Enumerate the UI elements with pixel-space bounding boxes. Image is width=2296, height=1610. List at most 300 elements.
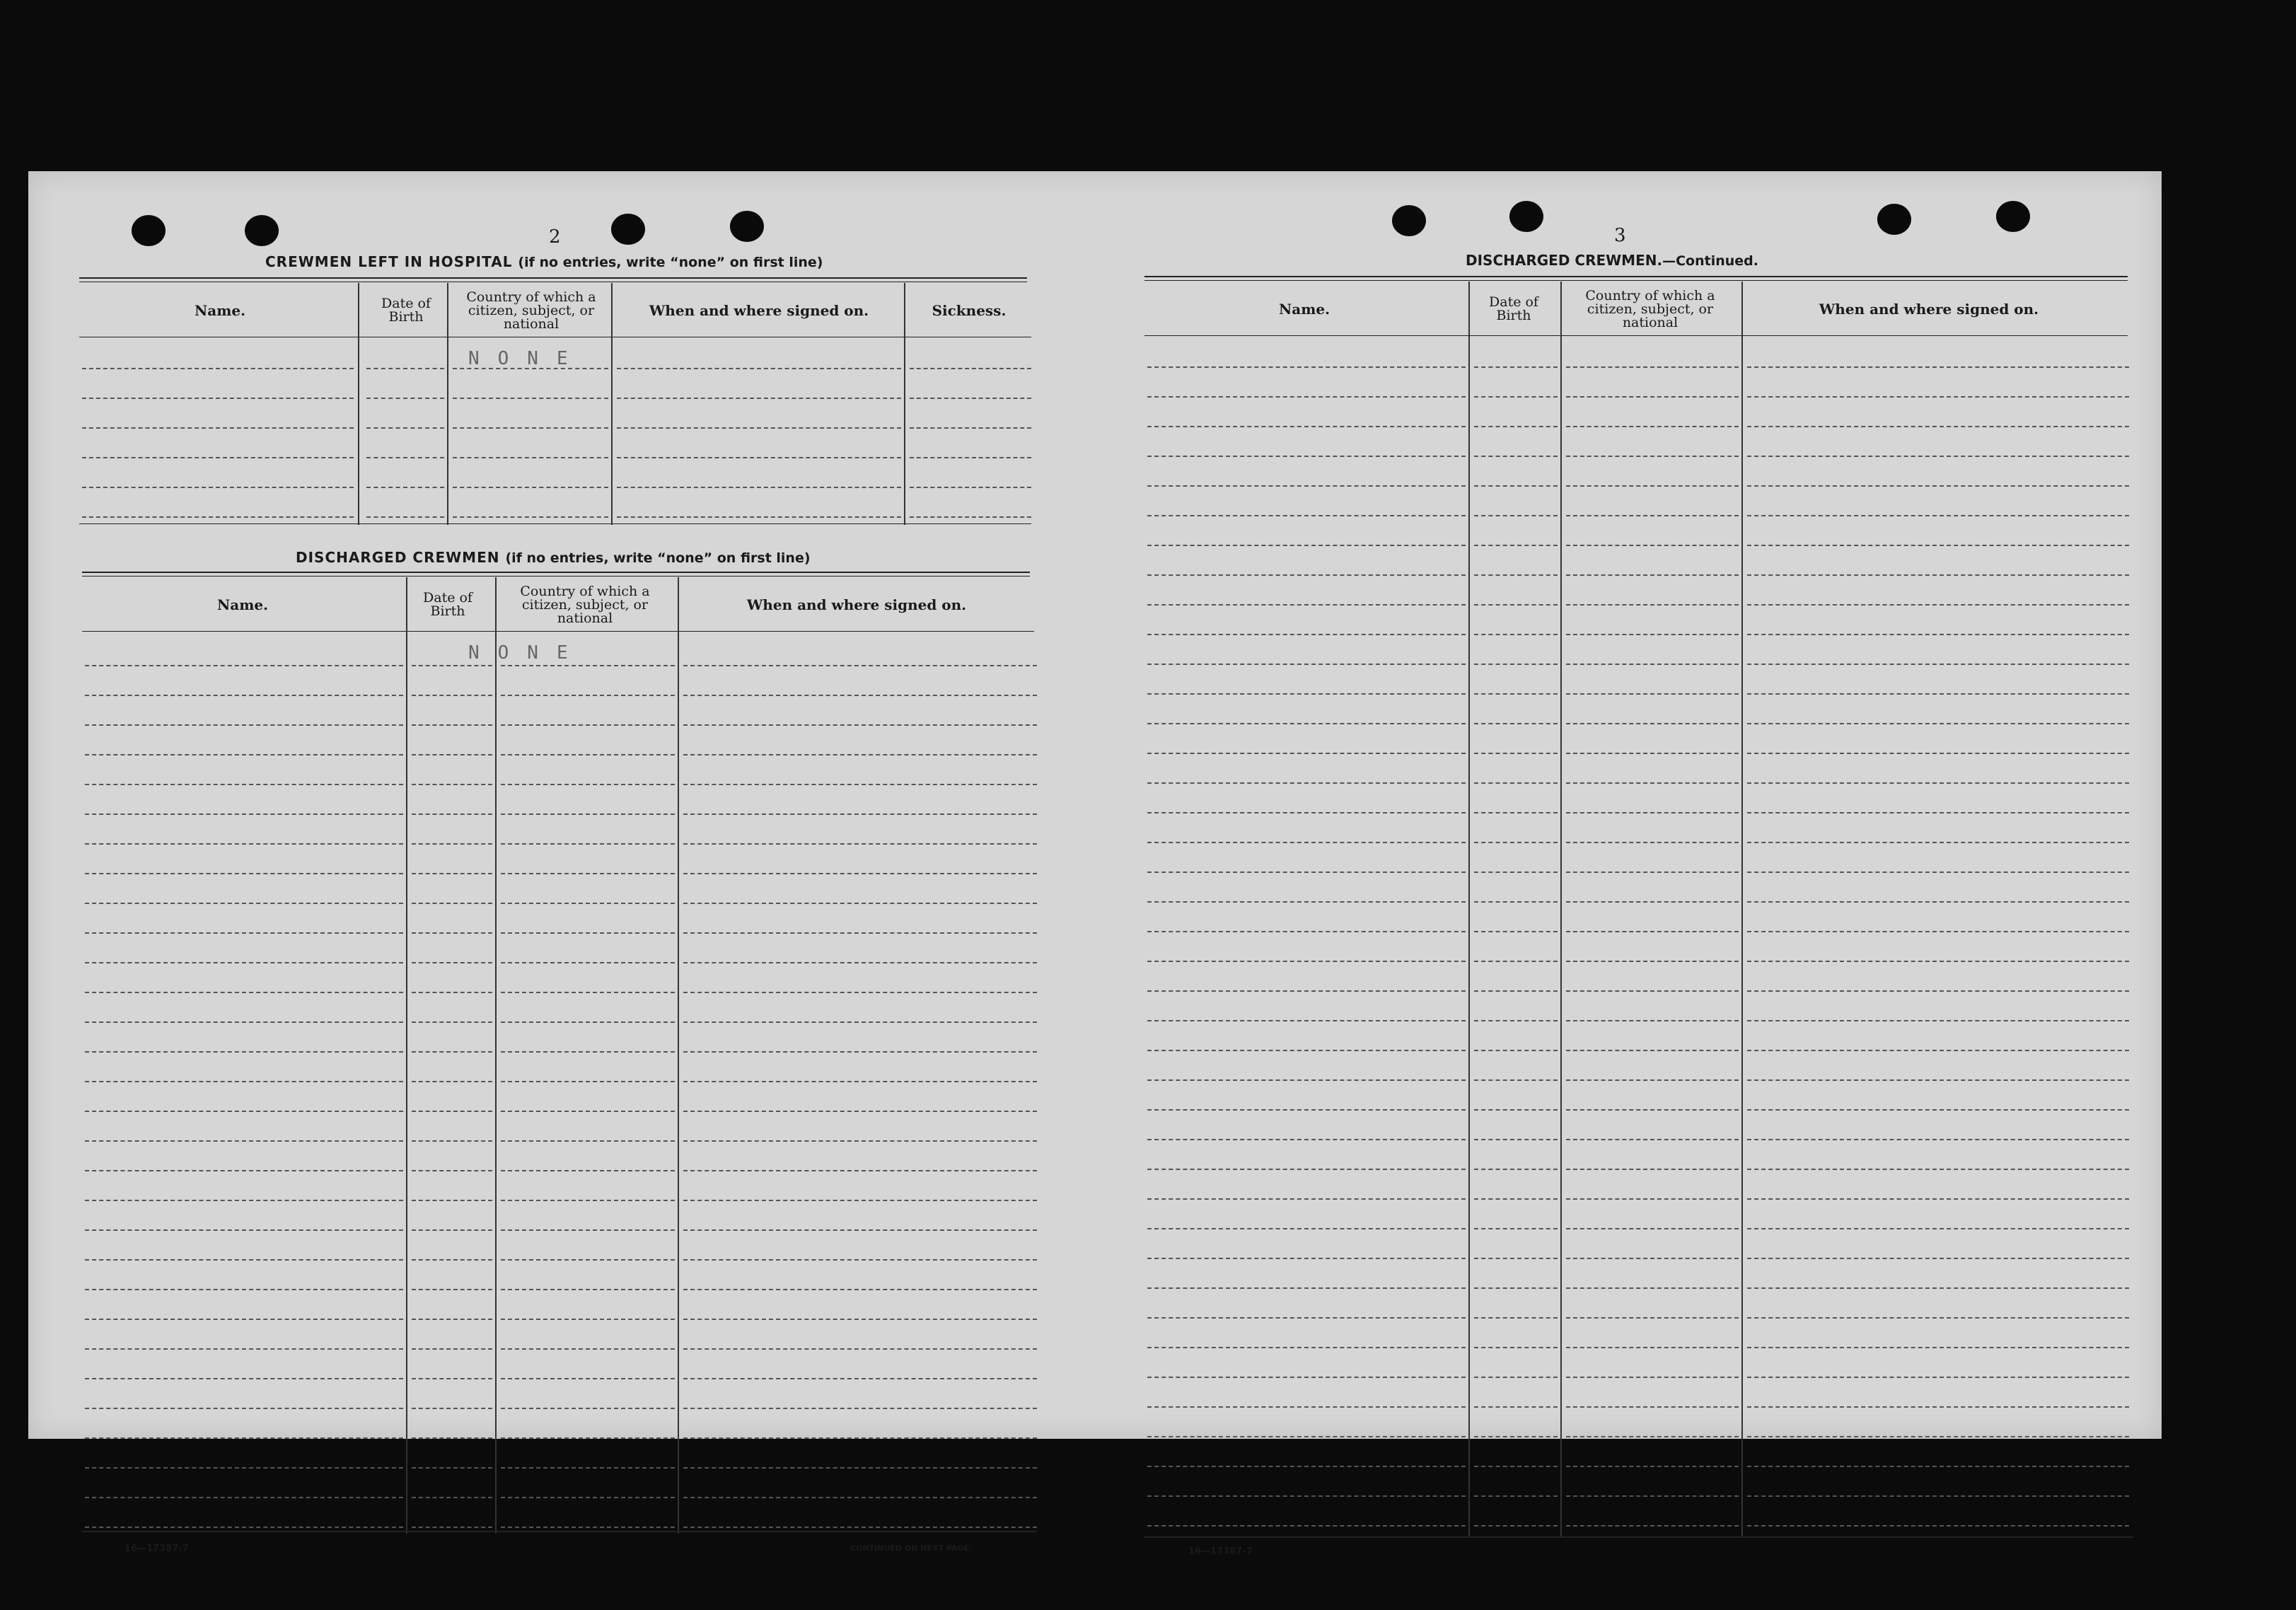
right-col-divider bbox=[1560, 282, 1562, 1536]
ruled-line bbox=[412, 962, 492, 963]
ruled-line bbox=[85, 873, 403, 874]
ruled-line bbox=[617, 487, 901, 488]
hospital-col-divider bbox=[358, 283, 359, 525]
ruled-line bbox=[501, 992, 675, 993]
ruled-line bbox=[1474, 634, 1558, 635]
ruled-line bbox=[82, 398, 354, 399]
ruled-line bbox=[1747, 1139, 2129, 1140]
hospital-title: CREWMEN LEFT IN HOSPITAL bbox=[265, 253, 513, 270]
ruled-line bbox=[366, 427, 444, 429]
ruled-line bbox=[82, 368, 354, 369]
ruled-line bbox=[501, 873, 675, 874]
ruled-line bbox=[1147, 842, 1466, 843]
ruled-line bbox=[1147, 1317, 1466, 1319]
ruled-line bbox=[1747, 990, 2129, 992]
ruled-line bbox=[683, 1467, 1037, 1469]
ruled-line bbox=[1147, 753, 1466, 754]
ruled-line bbox=[1747, 515, 2129, 516]
ruled-line bbox=[1474, 1377, 1558, 1378]
ruled-line bbox=[683, 932, 1037, 934]
ruled-line bbox=[1747, 485, 2129, 487]
ruled-line bbox=[1147, 634, 1466, 635]
ruled-line bbox=[683, 1140, 1037, 1142]
ruled-line bbox=[85, 1170, 403, 1171]
ruled-line bbox=[1474, 1525, 1558, 1527]
ruled-line bbox=[501, 1348, 675, 1350]
hospital-col-sickness: Sickness. bbox=[932, 301, 1007, 319]
ruled-line bbox=[1474, 782, 1558, 784]
page-number-left: 2 bbox=[549, 226, 561, 248]
ruled-line bbox=[1474, 1198, 1558, 1200]
ruled-line bbox=[1147, 723, 1466, 724]
ruled-line bbox=[412, 992, 492, 993]
ruled-line bbox=[501, 813, 675, 815]
ruled-line bbox=[501, 695, 675, 696]
ruled-line bbox=[85, 1319, 403, 1320]
ruled-line bbox=[85, 903, 403, 904]
ruled-line bbox=[412, 932, 492, 934]
ruled-line bbox=[683, 1408, 1037, 1409]
ruled-line bbox=[1747, 753, 2129, 754]
discharged-top-rule-2 bbox=[82, 576, 1030, 577]
continued-note: CONTINUED ON NEXT PAGE. bbox=[850, 1544, 973, 1553]
ruled-line bbox=[501, 1497, 675, 1498]
ruled-line bbox=[412, 1348, 492, 1350]
ruled-line bbox=[1566, 1169, 1739, 1170]
hospital-bottom-rule bbox=[79, 523, 1031, 524]
ruled-line bbox=[1747, 1347, 2129, 1348]
ruled-line bbox=[1747, 1020, 2129, 1021]
ruled-line bbox=[501, 1140, 675, 1142]
ruled-line bbox=[1566, 723, 1739, 724]
ruled-line bbox=[1474, 456, 1558, 457]
ruled-line bbox=[85, 1467, 403, 1469]
ruled-line bbox=[412, 724, 492, 726]
ruled-line bbox=[1474, 426, 1558, 427]
ruled-line bbox=[1747, 1495, 2129, 1497]
discharged-note: (if no entries, write “none” on first line) bbox=[505, 550, 811, 566]
ruled-line bbox=[85, 1111, 403, 1112]
ruled-line bbox=[1747, 1525, 2129, 1527]
ruled-line bbox=[1147, 366, 1466, 368]
form-number-right: 16—17387-7 bbox=[1188, 1546, 1253, 1557]
ruled-line bbox=[617, 368, 901, 369]
ruled-line bbox=[1147, 574, 1466, 576]
ruled-line bbox=[1566, 753, 1739, 754]
ruled-line bbox=[1474, 723, 1558, 724]
ruled-line bbox=[412, 1497, 492, 1498]
ruled-line bbox=[1566, 1406, 1739, 1408]
ruled-line bbox=[1474, 366, 1558, 368]
ruled-line bbox=[1566, 1287, 1739, 1289]
ruled-line bbox=[501, 962, 675, 963]
ruled-line bbox=[1566, 782, 1739, 784]
ruled-line bbox=[85, 932, 403, 934]
ruled-line bbox=[1147, 1287, 1466, 1289]
ruled-line bbox=[683, 1378, 1037, 1379]
ruled-line bbox=[501, 1200, 675, 1201]
ruled-line bbox=[910, 457, 1031, 458]
ruled-line bbox=[1566, 1228, 1739, 1229]
ruled-line bbox=[1147, 1258, 1466, 1259]
ruled-line bbox=[85, 843, 403, 845]
ruled-line bbox=[1474, 1258, 1558, 1259]
ruled-line bbox=[683, 962, 1037, 963]
ruled-line bbox=[85, 1527, 403, 1528]
right-bottom-rule bbox=[1144, 1536, 2133, 1538]
hospital-col-signed: When and where signed on. bbox=[649, 301, 869, 319]
ruled-line bbox=[1147, 1466, 1466, 1467]
ruled-line bbox=[1747, 961, 2129, 962]
ruled-line bbox=[1747, 901, 2129, 903]
ruled-line bbox=[82, 516, 354, 518]
ruled-line bbox=[1474, 901, 1558, 903]
ruled-line bbox=[1747, 931, 2129, 932]
ruled-line bbox=[85, 1348, 403, 1350]
discharged-header-rule bbox=[82, 631, 1034, 632]
hospital-col-name: Name. bbox=[194, 301, 246, 319]
hospital-col-divider bbox=[611, 283, 613, 525]
discharged-col-dob: Date of Birth bbox=[423, 590, 472, 619]
ruled-line bbox=[910, 427, 1031, 429]
ruled-line bbox=[501, 1259, 675, 1261]
ruled-line bbox=[1747, 1406, 2129, 1408]
ruled-line bbox=[85, 992, 403, 993]
ruled-line bbox=[85, 724, 403, 726]
ruled-line bbox=[1474, 1347, 1558, 1348]
ruled-line bbox=[85, 1289, 403, 1290]
ruled-line bbox=[617, 457, 901, 458]
ruled-line bbox=[1566, 1377, 1739, 1378]
ruled-line bbox=[1474, 1109, 1558, 1111]
right-col-divider bbox=[1468, 282, 1470, 1536]
ruled-line bbox=[683, 695, 1037, 696]
ruled-line bbox=[1566, 1139, 1739, 1140]
ruled-line bbox=[1147, 693, 1466, 695]
discharged-bottom-rule bbox=[82, 1531, 1037, 1532]
right-title: DISCHARGED CREWMEN. bbox=[1466, 252, 1663, 269]
ruled-line bbox=[683, 1170, 1037, 1171]
ruled-line bbox=[1147, 961, 1466, 962]
ruled-line bbox=[412, 695, 492, 696]
ruled-line bbox=[412, 1319, 492, 1320]
ruled-line bbox=[910, 368, 1031, 369]
ruled-line bbox=[1474, 545, 1558, 546]
ruled-line bbox=[1747, 634, 2129, 635]
ruled-line bbox=[501, 1111, 675, 1112]
ruled-line bbox=[617, 516, 901, 518]
ruled-line bbox=[412, 1111, 492, 1112]
ruled-line bbox=[1474, 485, 1558, 487]
ruled-line bbox=[501, 665, 675, 666]
discharged-section-title bbox=[296, 549, 811, 566]
hospital-col-dob: Date of Birth bbox=[381, 296, 431, 325]
ruled-line bbox=[1147, 901, 1466, 903]
ruled-line bbox=[1566, 366, 1739, 368]
ruled-line bbox=[1566, 901, 1739, 903]
ruled-line bbox=[1747, 842, 2129, 843]
ruled-line bbox=[1474, 1466, 1558, 1467]
ruled-line bbox=[412, 1378, 492, 1379]
ruled-line bbox=[1747, 1287, 2129, 1289]
right-col-dob: Date of Birth bbox=[1489, 294, 1538, 323]
ruled-line bbox=[1747, 871, 2129, 873]
ruled-line bbox=[1566, 664, 1739, 665]
ruled-line bbox=[1147, 871, 1466, 873]
hospital-note: (if no entries, write “none” on first line) bbox=[518, 255, 823, 270]
right-section-title bbox=[1466, 252, 1758, 269]
ruled-line bbox=[453, 427, 608, 429]
ruled-line bbox=[412, 1170, 492, 1171]
ruled-line bbox=[1474, 693, 1558, 695]
ruled-line bbox=[683, 1259, 1037, 1261]
ruled-line bbox=[501, 1319, 675, 1320]
ruled-line bbox=[453, 516, 608, 518]
ruled-line bbox=[82, 457, 354, 458]
ruled-line bbox=[1566, 931, 1739, 932]
ruled-line bbox=[1474, 604, 1558, 606]
ruled-line bbox=[1566, 961, 1739, 962]
ruled-line bbox=[1474, 1079, 1558, 1081]
discharged-none-entry: NONE bbox=[468, 642, 586, 664]
punch-hole bbox=[730, 211, 764, 242]
ruled-line bbox=[1747, 1169, 2129, 1170]
ruled-line bbox=[412, 813, 492, 815]
ruled-line bbox=[1566, 1079, 1739, 1081]
ruled-line bbox=[1474, 396, 1558, 398]
ruled-line bbox=[683, 784, 1037, 785]
ruled-line bbox=[85, 1081, 403, 1082]
ruled-line bbox=[85, 962, 403, 963]
ruled-line bbox=[85, 1140, 403, 1142]
ruled-line bbox=[1147, 664, 1466, 665]
ruled-line bbox=[1474, 990, 1558, 992]
ruled-line bbox=[501, 1051, 675, 1053]
ruled-line bbox=[412, 873, 492, 874]
ruled-line bbox=[1474, 961, 1558, 962]
ruled-line bbox=[1566, 574, 1739, 576]
ruled-line bbox=[1474, 931, 1558, 932]
punch-hole bbox=[1392, 205, 1426, 236]
ruled-line bbox=[85, 1200, 403, 1201]
ruled-line bbox=[617, 427, 901, 429]
ruled-line bbox=[1147, 1198, 1466, 1200]
ruled-line bbox=[1566, 1258, 1739, 1259]
ruled-line bbox=[683, 873, 1037, 874]
ruled-line bbox=[1566, 842, 1739, 843]
ruled-line bbox=[501, 1467, 675, 1469]
ruled-line bbox=[412, 1021, 492, 1023]
ruled-line bbox=[1147, 1436, 1466, 1437]
ruled-line bbox=[1566, 1109, 1739, 1111]
ruled-line bbox=[1566, 1020, 1739, 1021]
ruled-line bbox=[1147, 1228, 1466, 1229]
ruled-line bbox=[1566, 812, 1739, 813]
ruled-line bbox=[1474, 515, 1558, 516]
ruled-line bbox=[1566, 1495, 1739, 1497]
right-title-suffix: —Continued. bbox=[1662, 253, 1758, 269]
ruled-line bbox=[1747, 1317, 2129, 1319]
ruled-line bbox=[366, 398, 444, 399]
ruled-line bbox=[683, 1319, 1037, 1320]
ruled-line bbox=[412, 903, 492, 904]
ruled-line bbox=[683, 1051, 1037, 1053]
ruled-line bbox=[1747, 812, 2129, 813]
ruled-line bbox=[85, 1408, 403, 1409]
ruled-line bbox=[501, 1081, 675, 1082]
ruled-line bbox=[1474, 574, 1558, 576]
ruled-line bbox=[1747, 1466, 2129, 1467]
ruled-line bbox=[683, 1289, 1037, 1290]
ruled-line bbox=[1474, 1169, 1558, 1170]
ruled-line bbox=[85, 695, 403, 696]
ruled-line bbox=[412, 843, 492, 845]
ruled-line bbox=[1147, 456, 1466, 457]
ruled-line bbox=[1147, 604, 1466, 606]
ruled-line bbox=[1474, 1436, 1558, 1437]
ruled-line bbox=[1566, 396, 1739, 398]
ruled-line bbox=[1747, 456, 2129, 457]
ruled-line bbox=[683, 665, 1037, 666]
ruled-line bbox=[1474, 1139, 1558, 1140]
ruled-line bbox=[85, 665, 403, 666]
ruled-line bbox=[1566, 545, 1739, 546]
ruled-line bbox=[1147, 990, 1466, 992]
ruled-line bbox=[683, 1527, 1037, 1528]
right-col-name: Name. bbox=[1278, 300, 1330, 318]
ruled-line bbox=[412, 1140, 492, 1142]
hospital-col-country: Country of which a citizen, subject, or national bbox=[466, 289, 596, 332]
ruled-line bbox=[1747, 782, 2129, 784]
ruled-line bbox=[412, 665, 492, 666]
ruled-line bbox=[1474, 1317, 1558, 1319]
right-col-divider bbox=[1741, 282, 1743, 1536]
ruled-line bbox=[366, 516, 444, 518]
ruled-line bbox=[453, 457, 608, 458]
ruled-line bbox=[1747, 1050, 2129, 1051]
punch-hole bbox=[1996, 201, 2030, 232]
punch-hole bbox=[611, 214, 645, 245]
ruled-line bbox=[1147, 515, 1466, 516]
ruled-line bbox=[1747, 1198, 2129, 1200]
ruled-line bbox=[1747, 693, 2129, 695]
ruled-line bbox=[1566, 871, 1739, 873]
ruled-line bbox=[1747, 664, 2129, 665]
ruled-line bbox=[1566, 485, 1739, 487]
ruled-line bbox=[82, 427, 354, 429]
ruled-line bbox=[1747, 1228, 2129, 1229]
ruled-line bbox=[1474, 1228, 1558, 1229]
ruled-line bbox=[1147, 782, 1466, 784]
discharged-top-rule bbox=[82, 572, 1030, 573]
ruled-line bbox=[683, 724, 1037, 726]
hospital-section-title bbox=[265, 253, 823, 270]
ruled-line bbox=[1747, 545, 2129, 546]
right-top-rule bbox=[1144, 276, 2128, 277]
ruled-line bbox=[85, 1378, 403, 1379]
ruled-line bbox=[1147, 1139, 1466, 1140]
ruled-line bbox=[683, 1200, 1037, 1201]
ruled-line bbox=[1566, 456, 1739, 457]
ruled-line bbox=[683, 1437, 1037, 1439]
ruled-line bbox=[501, 724, 675, 726]
ruled-line bbox=[85, 1021, 403, 1023]
ruled-line bbox=[683, 843, 1037, 845]
form-number-left: 16—17387-7 bbox=[124, 1544, 189, 1554]
ruled-line bbox=[412, 1081, 492, 1082]
ruled-line bbox=[683, 1081, 1037, 1082]
ruled-line bbox=[1147, 1169, 1466, 1170]
ruled-line bbox=[1747, 1079, 2129, 1081]
right-top-rule-2 bbox=[1144, 280, 2128, 281]
ruled-line bbox=[683, 1497, 1037, 1498]
ruled-line bbox=[683, 1111, 1037, 1112]
ruled-line bbox=[683, 1021, 1037, 1023]
ruled-line bbox=[1566, 1436, 1739, 1437]
ruled-line bbox=[412, 1527, 492, 1528]
discharged-col-divider bbox=[678, 577, 679, 1534]
ruled-line bbox=[1747, 1258, 2129, 1259]
ruled-line bbox=[1566, 1198, 1739, 1200]
ruled-line bbox=[501, 903, 675, 904]
ruled-line bbox=[683, 813, 1037, 815]
ruled-line bbox=[501, 1021, 675, 1023]
ruled-line bbox=[1147, 1377, 1466, 1378]
ruled-line bbox=[683, 1229, 1037, 1231]
ruled-line bbox=[1147, 1347, 1466, 1348]
ruled-line bbox=[1474, 1050, 1558, 1051]
ruled-line bbox=[453, 487, 608, 488]
discharged-col-signed: When and where signed on. bbox=[746, 596, 967, 613]
ruled-line bbox=[1747, 426, 2129, 427]
ruled-line bbox=[1747, 723, 2129, 724]
ruled-line bbox=[412, 1229, 492, 1231]
ruled-line bbox=[1747, 574, 2129, 576]
punch-hole bbox=[132, 215, 166, 246]
punch-hole bbox=[1509, 201, 1543, 232]
ruled-line bbox=[412, 1289, 492, 1290]
ruled-line bbox=[1566, 1317, 1739, 1319]
ruled-line bbox=[412, 784, 492, 785]
ruled-line bbox=[1147, 1020, 1466, 1021]
ruled-line bbox=[1747, 396, 2129, 398]
ruled-line bbox=[1474, 1495, 1558, 1497]
hospital-none-entry: NONE bbox=[468, 348, 586, 369]
discharged-col-divider bbox=[495, 577, 497, 1534]
ruled-line bbox=[1566, 990, 1739, 992]
ruled-line bbox=[412, 1408, 492, 1409]
hospital-col-divider bbox=[904, 283, 905, 525]
ruled-line bbox=[366, 368, 444, 369]
discharged-title: DISCHARGED CREWMEN bbox=[296, 549, 500, 566]
ruled-line bbox=[85, 1497, 403, 1498]
punch-hole bbox=[1877, 204, 1911, 235]
ruled-line bbox=[412, 1200, 492, 1201]
ruled-line bbox=[453, 398, 608, 399]
ruled-line bbox=[501, 1408, 675, 1409]
punch-hole bbox=[245, 215, 279, 246]
ruled-line bbox=[1474, 1406, 1558, 1408]
ruled-line bbox=[1747, 1436, 2129, 1437]
ruled-line bbox=[501, 754, 675, 755]
ruled-line bbox=[501, 1437, 675, 1439]
ruled-line bbox=[1566, 604, 1739, 606]
ruled-line bbox=[1147, 812, 1466, 813]
ruled-line bbox=[412, 1259, 492, 1261]
ruled-line bbox=[1566, 1050, 1739, 1051]
ruled-line bbox=[501, 1378, 675, 1379]
ruled-line bbox=[1147, 426, 1466, 427]
